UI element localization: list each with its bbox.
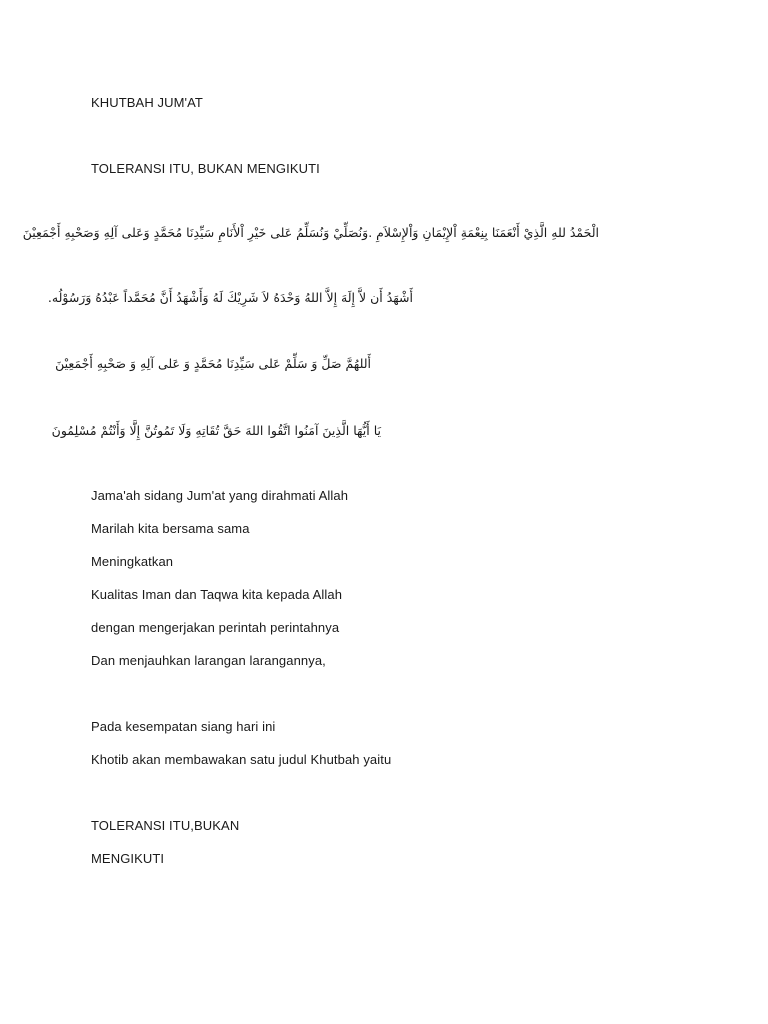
body-line: Marilah kita bersama sama: [91, 521, 250, 536]
closing-line: TOLERANSI ITU,BUKAN: [91, 818, 240, 833]
closing-line: MENGIKUTI: [91, 851, 165, 866]
body-line: Jama'ah sidang Jum'at yang dirahmati Allah: [91, 488, 349, 503]
body-line: Dan menjauhkan larangan larangannya,: [91, 653, 326, 668]
document-heading: KHUTBAH JUM'AT: [91, 95, 203, 110]
body-line: Pada kesempatan siang hari ini: [91, 719, 276, 734]
document-title: TOLERANSI ITU, BUKAN MENGIKUTI: [91, 161, 320, 176]
arabic-line-hamdalah: الْحَمْدُ للهِ الَّذِيْ أَنْعَمَنَا بِنِعْمَةِ اْلإِيْمَانِ وَاْلإِسْلاَمِ .وَنُصَلِّيْ وَنُسَلِّمُ عَلى خَيْرِ اْلأَنَامِ سَيِّدِنَا مُحَمَّدٍ وَعَلى آلِهِ وَصَحْبِهِ أَجْمَعِيْنَ: [22, 225, 599, 240]
body-line: dengan mengerjakan perintah perintahnya: [91, 620, 340, 635]
arabic-line-ayat: يَا أَيُّهَا الَّذِينَ آمَنُوا اتَّقُوا اللهَ حَقَّ تُقَاتِهِ وَلَا تَمُوتُنَّ إِلَّا وَأَنْتُمْ مُسْلِمُونَ: [51, 423, 381, 438]
body-line: Meningkatkan: [91, 554, 174, 569]
arabic-line-shalawat: أَللهُمَّ صَلِّ وَ سَلِّمْ عَلى سَيِّدِنَا مُحَمَّدٍ وَ عَلى آلِهِ وَ صَحْبِهِ أَجْمَعِيْنَ: [55, 356, 371, 371]
body-line: Khotib akan membawakan satu judul Khutbah yaitu: [91, 752, 392, 767]
arabic-line-syahadat: أَشْهَدُ أَن لاَّ إِلَهَ إِلاَّ اللهُ وَحْدَهُ لاَ شَرِيْكَ لَهُ وَأَشْهَدُ أَنَّ مُحَمَّداً عَبْدُهُ وَرَسُوْلُه.: [47, 290, 413, 305]
body-line: Kualitas Iman dan Taqwa kita kepada Allah: [91, 587, 343, 602]
